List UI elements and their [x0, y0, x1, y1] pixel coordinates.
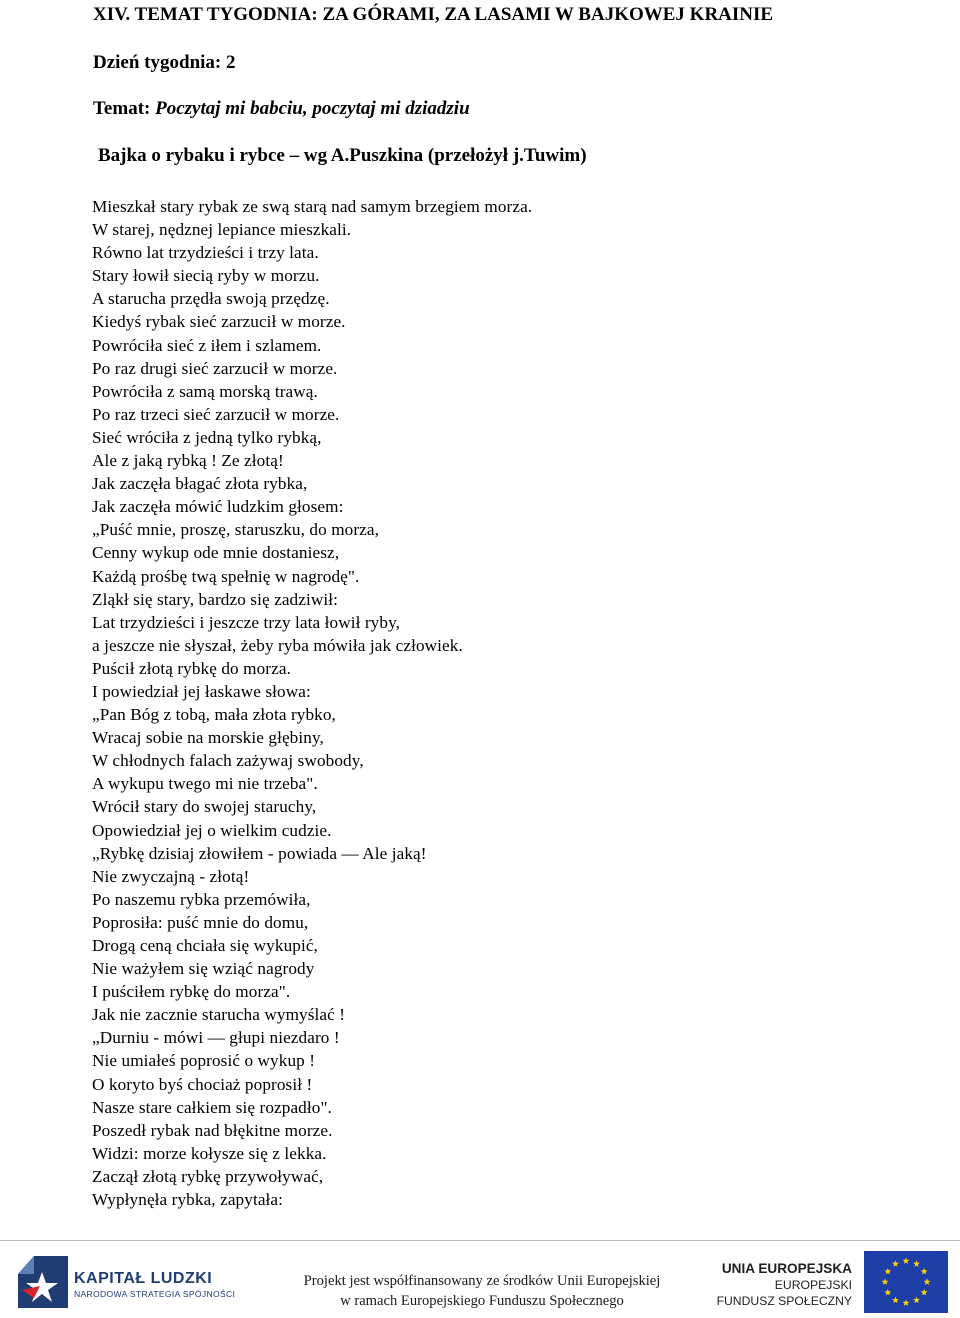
poem-line: Wypłynęła rybka, zapytała: [92, 1190, 284, 1210]
poem-line: Każdą prośbę twą spełnię w nagrodę". [92, 566, 360, 586]
poem-line: Sieć wróciła z jedną tylko rybką, [92, 427, 322, 447]
poem-line: Zaczął złotą rybkę przywoływać, [92, 1166, 324, 1186]
poem-line: Nasze stare całkiem się rozpadło". [92, 1097, 332, 1117]
program-subtitle: NARODOWA STRATEGIA SPÓJNOŚCI [74, 1289, 236, 1299]
eu-flag-icon [864, 1251, 948, 1313]
poem-line: I powiedział jej łaskawe słowa: [92, 681, 311, 701]
poem-line: W starej, nędznej lepiance mieszkali. [92, 220, 352, 240]
funding-note-line-2: w ramach Europejskiego Funduszu Społecznego [340, 1293, 624, 1309]
footer-divider [0, 1240, 960, 1241]
fairy-tale-subtitle: Bajka o rybaku i rybce – wg A.Puszkina (przełożył j.Tuwim) [98, 145, 587, 166]
poem-line: I puściłem rybkę do morza". [92, 982, 291, 1002]
eu-union-label: UNIA EUROPEJSKA [721, 1261, 852, 1276]
poem-line: „Pan Bóg z tobą, mała złota rybko, [92, 705, 336, 725]
page-title: XIV. TEMAT TYGODNIA: ZA GÓRAMI, ZA LASAMI W BAJKOWEJ KRAINIE [93, 4, 774, 25]
poem-line: A wykupu twego mi nie trzeba". [92, 774, 318, 794]
poem-line: Jak nie zacznie starucha wymyślać ! [92, 1005, 346, 1025]
poem-line: Kiedyś rybak sieć zarzucił w morze. [92, 312, 346, 332]
poem-line: Wracaj sobie na morskie głębiny, [92, 728, 324, 748]
poem-line: „Puść mnie, proszę, staruszku, do morza, [92, 520, 380, 540]
funding-note-line-1: Projekt jest współfinansowany ze środków Unii Europejskiej [303, 1273, 661, 1289]
poem-line: Jak zaczęła mówić ludzkim głosem: [92, 497, 344, 517]
eu-social-fund-label: FUNDUSZ SPOŁECZNY [716, 1294, 852, 1308]
poem-line: Puścił złotą rybkę do morza. [92, 658, 291, 678]
poem-line: Powróciła sieć z iłem i szlamem. [92, 335, 322, 355]
poem-line: A starucha przędła swoją przędzę. [92, 289, 330, 309]
poem-line: Poprosiła: puść mnie do domu, [92, 912, 309, 932]
poem-line: a jeszcze nie słyszał, żeby ryba mówiła jak człowiek. [92, 635, 463, 655]
poem-line: Wrócił stary do swojej staruchy, [92, 797, 317, 817]
eu-european-label: EUROPEJSKI [774, 1278, 852, 1292]
day-label: Dzień tygodnia: 2 [93, 52, 236, 73]
topic-prefix: Temat: [93, 98, 156, 119]
poem-line: W chłodnych falach zażywaj swobody, [92, 751, 364, 771]
kapital-ludzki-logo-icon [12, 1250, 72, 1312]
poem-line: Nie zwyczajną - złotą! [92, 866, 250, 886]
poem-line: Powróciła z samą morską trawą. [92, 381, 318, 401]
poem-line: Po raz trzeci sieć zarzucił w morze. [92, 404, 340, 424]
poem-line: Równo lat trzydzieści i trzy lata. [92, 243, 319, 263]
poem-line: Stary łowił siecią ryby w morzu. [92, 266, 320, 286]
funding-note [292, 1271, 672, 1311]
poem-line: Zląkł się stary, bardzo się zadziwił: [92, 589, 338, 609]
poem-line: Ale z jaką rybką ! Ze złotą! [92, 451, 284, 471]
topic-heading [93, 98, 470, 120]
poem-line: Poszedł rybak nad błękitne morze. [92, 1120, 333, 1140]
poem-line: Po naszemu rybka przemówiła, [92, 889, 311, 909]
topic-value: Poczytaj mi babciu, poczytaj mi dziadziu [155, 98, 470, 119]
poem-line: Mieszkał stary rybak ze swą starą nad samym brzegiem morza. [92, 197, 533, 216]
poem-line: Nie ważyłem się wziąć nagrody [92, 959, 315, 979]
poem-line: Widzi: morze kołysze się z lekka. [92, 1143, 327, 1163]
poem-line: Drogą ceną chciała się wykupić, [92, 936, 318, 955]
poem-line: Cenny wykup ode mnie dostaniesz, [92, 543, 340, 563]
poem-line: O koryto byś chociaż poprosił ! [92, 1074, 313, 1094]
poem-line: Jak zaczęła błagać złota rybka, [92, 474, 308, 494]
eu-fund-label [716, 1260, 852, 1309]
poem-line: Nie umiałeś poprosić o wykup ! [92, 1051, 316, 1071]
poem-line: Po raz drugi sieć zarzucił w morze. [92, 358, 338, 378]
poem-line: „Rybkę dzisiaj złowiłem - powiada — Ale jaką! [92, 843, 427, 863]
poem-text [92, 195, 952, 1211]
poem-line: Opowiedział jej o wielkim cudzie. [92, 820, 332, 840]
poem-line: Lat trzydzieści i jeszcze trzy lata łowił ryby, [92, 612, 401, 632]
program-title: KAPITAŁ LUDZKI [74, 1270, 213, 1287]
poem-line: „Durniu - mówi — głupi niezdaro ! [92, 1028, 340, 1048]
